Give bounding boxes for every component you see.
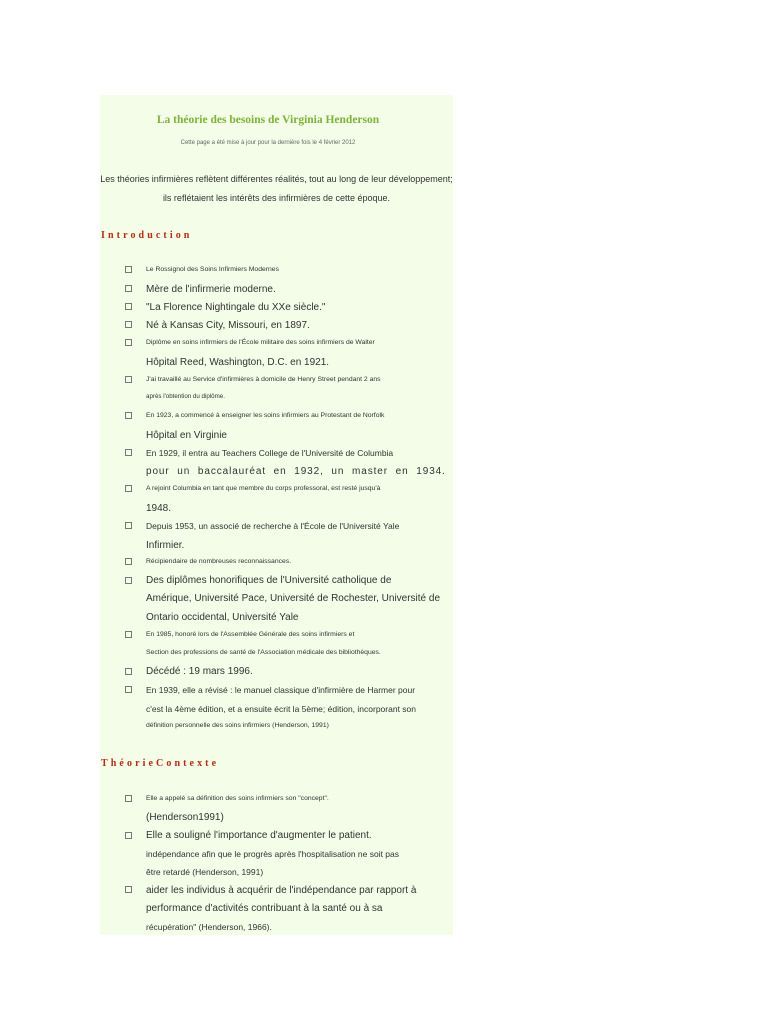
list-item-line: Récipiendaire de nombreuses reconnaissances. [146,558,292,565]
checkbox-bullet-icon [125,376,132,383]
list-item-line: Elle a souligné l'importance d'augmenter le patient. [146,830,372,841]
checkbox-bullet-icon [125,412,132,419]
checkbox-bullet-icon [125,449,132,456]
list-item-line: J'ai travaillé au Service d'infirmières à domicile de Henry Street pendant 2 ans [146,376,381,383]
list-item-line: A rejoint Columbia en tant que membre du corps professoral, est resté jusqu'à [146,485,381,492]
list-item-line: indépendance afin que le progrès après l'hospitalisation ne soit pas [146,849,400,859]
list-item-line: aider les individus à acquérir de l'indépendance par rapport à [146,885,417,896]
checkbox-bullet-icon [125,321,132,328]
list-item-line: après l'obtention du diplôme. [146,393,225,400]
checkbox-bullet-icon [125,339,132,346]
list-item-line: Décédé : 19 mars 1996. [146,666,253,677]
list-item-line: En 1929, il entra au Teachers College de l'Université de Columbia [146,448,394,458]
list-item-line: c'est la 4ème édition, et a ensuite écrit la 5ème; édition, incorporant son [146,704,416,714]
intro-line-2: ils reflétaient les intérêts des infirmières de cette époque. [162,193,391,203]
list-item-line: Mère de l'infirmerie moderne. [146,284,276,295]
list-item-line: En 1939, elle a révisé : le manuel classique d'infirmière de Harmer pour [146,685,416,695]
checkbox-bullet-icon [125,285,132,292]
checkbox-bullet-icon [125,832,132,839]
last-updated-note: Cette page a été mise à jour pour la dernière fois le 4 février 2012 [180,140,356,146]
checkbox-bullet-icon [125,795,132,802]
checkbox-bullet-icon [125,485,132,492]
checkbox-bullet-icon [125,886,132,893]
list-item-line: Section des professions de santé de l'Association médicale des bibliothèques. [146,649,381,656]
list-item-line: récupération" (Henderson, 1966). [146,922,272,932]
document-page [100,95,453,935]
list-item-line: Infirmier. [146,540,185,551]
checkbox-bullet-icon [125,522,132,529]
list-item-line: pour un baccalauréat en 1932, un master en 1934. [146,466,446,477]
list-item-line: performance d'activités contribuant à la santé ou à sa [146,903,383,914]
checkbox-bullet-icon [125,668,132,675]
intro-line-1: Les théories infirmières reflètent différentes réalités, tout au long de leur développement; [100,174,453,184]
list-item-line: 1948. [146,503,172,514]
document-title: La théorie des besoins de Virginia Henderson [156,114,380,126]
list-item-line: (Henderson1991) [146,812,224,823]
checkbox-bullet-icon [125,558,132,565]
checkbox-bullet-icon [125,631,132,638]
list-item-line: Né à Kansas City, Missouri, en 1897. [146,320,310,331]
list-item-line: Des diplômes honorifiques de l'Université catholique de [146,575,392,586]
list-item-line: Depuis 1953, un associé de recherche à l'École de l'Université Yale [146,521,400,531]
list-item-line: En 1923, a commencé à enseigner les soins infirmiers au Protestant de Norfolk [146,412,385,419]
section-heading-introduction: Introduction [101,230,193,241]
list-item-line: Le Rossignol des Soins Infirmiers Modernes [146,266,279,273]
list-item-line: Elle a appelé sa définition des soins infirmiers son "concept". [146,795,329,802]
list-item-line: Ontario occidental, Université Yale [146,612,299,623]
checkbox-bullet-icon [125,686,132,693]
section-heading-theorie-contexte: ThéorieContexte [101,758,220,769]
list-item-line: définition personnelle des soins infirmiers (Henderson, 1991) [146,722,329,729]
list-item-line: être retardé (Henderson, 1991) [146,867,264,877]
list-item-line: "La Florence Nightingale du XXe siècle." [146,302,326,313]
list-item-line: Hôpital Reed, Washington, D.C. en 1921. [146,357,330,368]
list-item-line: Amérique, Université Pace, Université de Rochester, Université de [146,593,441,604]
checkbox-bullet-icon [125,303,132,310]
list-item-line: Diplôme en soins infirmiers de l'École militaire des soins infirmiers de Walter [146,339,375,346]
list-item-line: En 1985, honoré lors de l'Assemblée Générale des soins infirmiers et [146,631,355,638]
checkbox-bullet-icon [125,266,132,273]
list-item-line: Hôpital en Virginie [146,430,227,441]
checkbox-bullet-icon [125,577,132,584]
